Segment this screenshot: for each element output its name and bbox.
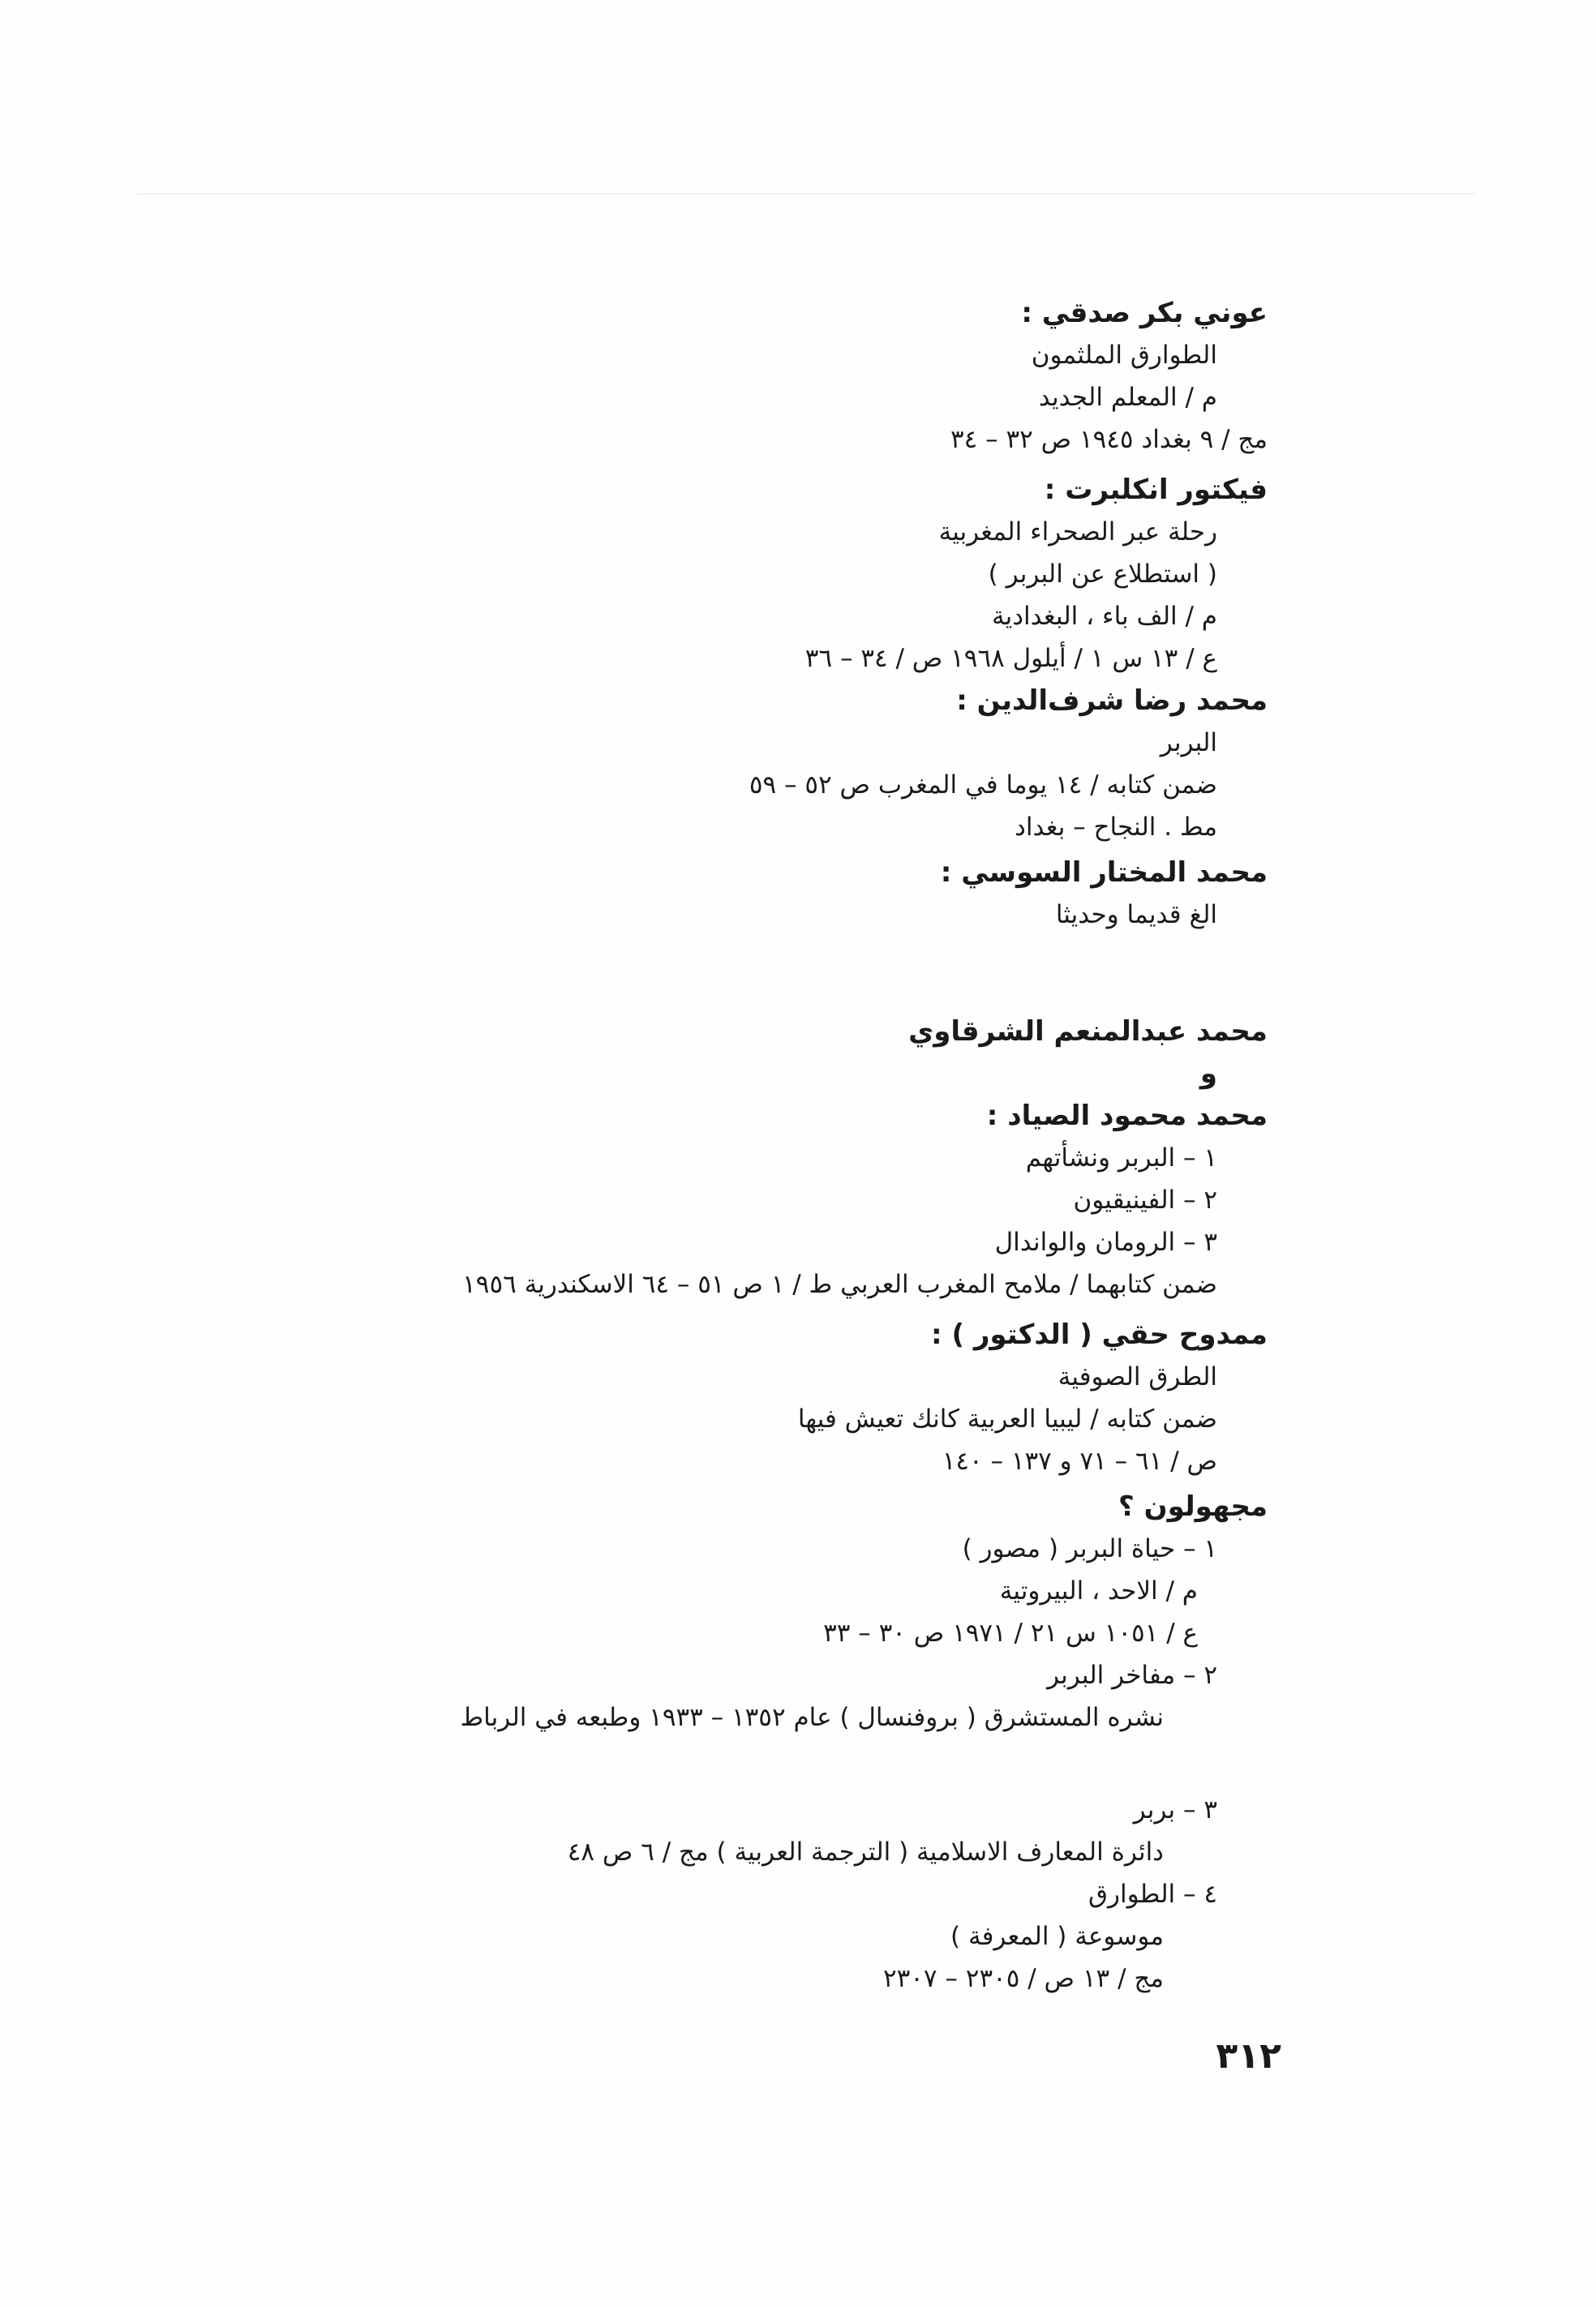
unknown-item-4-title: ٤ – الطوارق bbox=[1088, 1880, 1217, 1909]
entry-unknown-authors bbox=[84, 1486, 1268, 2000]
unknown-item-2-note bbox=[84, 1739, 1268, 1781]
entry-publication: م / المعلم الجديد bbox=[1038, 383, 1217, 412]
entry-chapter-2: ٢ – الفينيقيون bbox=[1073, 1186, 1217, 1215]
entry-author: محمد رضا شرف‌الدين : bbox=[956, 684, 1268, 717]
entry-chapter-3: ٣ – الرومان والواندال bbox=[994, 1228, 1217, 1257]
unknown-item-3-title: ٣ – بربر bbox=[1133, 1795, 1217, 1825]
entry-subtitle: ( استطلاع عن البربر ) bbox=[988, 560, 1217, 589]
entry-author: محمد المختار السوسي : bbox=[940, 856, 1268, 889]
unknown-item-3-text: دائرة المعارف الاسلامية ( الترجمة العربية ) مج / ٦ ص ٤٨ bbox=[567, 1837, 1164, 1867]
entry-author: فيكتور انكلبرت : bbox=[1044, 474, 1268, 506]
entry-author: عوني بكر صدقي : bbox=[1021, 297, 1268, 329]
entry-title: البربر bbox=[1160, 728, 1217, 757]
entry-chapter-1: ١ – البربر ونشأتهم bbox=[1025, 1143, 1217, 1173]
entry-publisher: مط . النجاح – بغداد bbox=[1015, 813, 1217, 842]
entry-title: رحلة عبر الصحراء المغربية bbox=[938, 517, 1217, 547]
entry-source: ضمن كتابه / ليبيا العربية كانك تعيش فيها bbox=[797, 1404, 1217, 1434]
unknown-item-1-title: ١ – حياة البربر ( مصور ) bbox=[962, 1534, 1217, 1563]
entry-publication: م / الف باء ، البغدادية bbox=[991, 602, 1217, 631]
entry-author: محمد عبدالمنعم الشرقاوي bbox=[908, 1015, 1268, 1048]
entry-victor-engelbert bbox=[84, 469, 1268, 680]
entry-pages: ص / ٦١ – ٧١ و ١٣٧ – ١٤٠ bbox=[942, 1447, 1217, 1476]
entry-author: ممدوح حقي ( الدكتور ) : bbox=[931, 1319, 1268, 1351]
entry-mohammed-mukhtar-soussi bbox=[84, 851, 1268, 978]
unknown-item-2-text: نشره المستشرق ( بروفنسال ) عام ١٣٥٢ – ١٩٣٣ وطبعه في الرباط bbox=[460, 1703, 1164, 1732]
unknown-item-1-publication: م / الاحد ، البيروتية bbox=[999, 1576, 1198, 1606]
entry-author: مجهولون ؟ bbox=[1118, 1490, 1268, 1523]
entry-mohammed-rida-sharafeddin bbox=[84, 680, 1268, 848]
unknown-item-4-text-2: مج / ١٣ ص / ٢٣٠٥ – ٢٣٠٧ bbox=[882, 1964, 1164, 1993]
entry-source: ضمن كتابه / ١٤ يوما في المغرب ص ٥٢ – ٥٩ bbox=[749, 770, 1217, 800]
page-number: ٣١٢ bbox=[1216, 2035, 1281, 2077]
entry-source: ضمن كتابهما / ملامح المغرب العربي ط / ١ ص ٥١ – ٦٤ الاسكندرية ١٩٥٦ bbox=[462, 1270, 1217, 1299]
entry-issue: مج / ٩ بغداد ١٩٤٥ ص ٣٢ – ٣٤ bbox=[950, 425, 1268, 454]
bibliography-list bbox=[84, 292, 1268, 2000]
unknown-item-1-issue: ع / ١٠٥١ س ٢١ / ١٩٧١ ص ٣٠ – ٣٣ bbox=[823, 1619, 1198, 1648]
unknown-item-2-title: ٢ – مفاخر البربر bbox=[1047, 1661, 1217, 1690]
entry-awni-bakr-sidqi bbox=[84, 292, 1268, 461]
entry-mamdouh-haqqi bbox=[84, 1314, 1268, 1482]
entry-conjunction: و bbox=[1199, 1057, 1217, 1090]
entry-sharqawi-sayyad bbox=[84, 1010, 1268, 1306]
entry-author-2: محمد محمود الصياد : bbox=[986, 1100, 1268, 1132]
unknown-item-4-text-1: موسوعة ( المعرفة ) bbox=[950, 1922, 1164, 1951]
entry-title: الغ قديما وحديثا bbox=[1055, 900, 1217, 929]
entry-title: الطرق الصوفية bbox=[1058, 1362, 1217, 1391]
entry-issue: ع / ١٣ س ١ / أيلول ١٩٦٨ ص / ٣٤ – ٣٦ bbox=[804, 644, 1217, 673]
entry-note bbox=[84, 936, 1268, 978]
page-edge-line bbox=[138, 193, 1476, 195]
entry-title: الطوارق الملثمون bbox=[1031, 341, 1217, 370]
